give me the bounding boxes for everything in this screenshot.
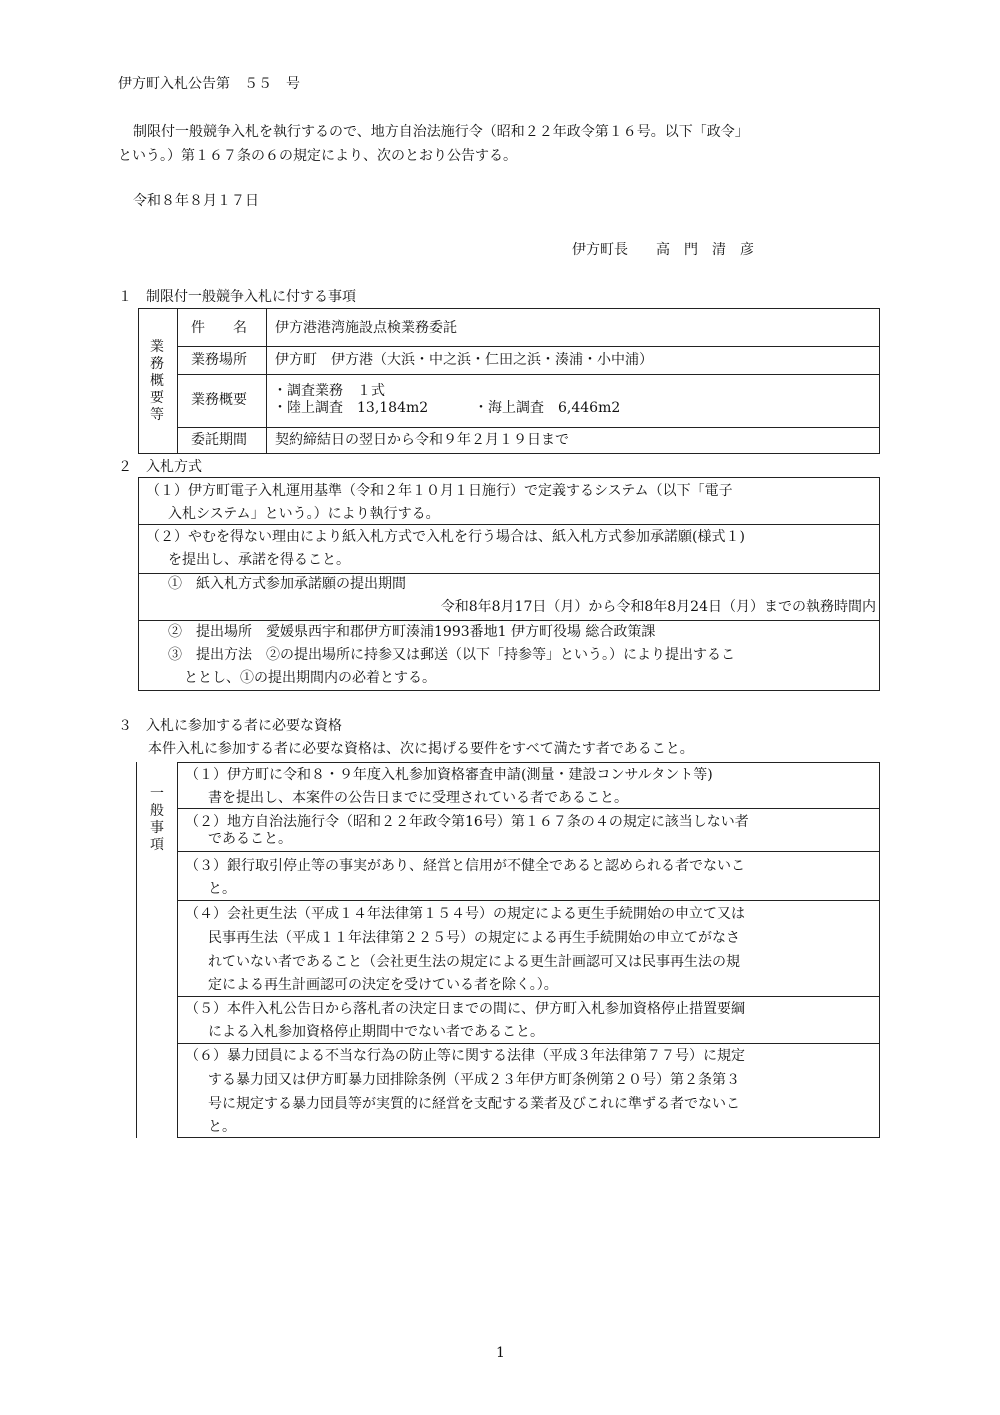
s2-item2-line2: を提出し、承諾を得ること。 [168,552,350,568]
page-number: 1 [496,1345,505,1361]
s3-item6-line3: 号に規定する暴力団員等が実質的に経営を支配する業者及びこれに準ずる者でないこ [208,1096,740,1112]
s3-item6-line1: （６）暴力団員による不当な行為の防止等に関する法律（平成３年法律第７７号）に規定 [185,1048,745,1064]
value-summary-sea: ・海上調査 6,446m2 [474,400,621,416]
section1-title: １ 制限付一般競争入札に付する事項 [118,289,356,305]
intro-line-2: という。）第１６７条の６の規定により、次のとおり公告する。 [118,148,517,164]
label-location: 業務場所 [191,352,247,368]
intro-line-1: 制限付一般競争入札を執行するので、地方自治法施行令（昭和２２年政令第１６号。以下「政令」 [133,124,749,140]
s3-item2-line1: （２）地方自治法施行令（昭和２２年政令第16号）第１６７条の４の規定に該当しない者 [185,814,749,830]
label-summary: 業務概要 [191,392,247,408]
s3-item1-line1: （１）伊方町に令和８・９年度入札参加資格審査申請(測量・建設コンサルタント等) [185,767,713,783]
value-location: 伊方町 伊方港（大浜・中之浜・仁田之浜・湊浦・小中浦） [275,352,653,368]
label-period: 委託期間 [191,432,247,448]
label-title: 件 名 [191,320,247,336]
s3-item2-line2: であること。 [208,831,292,847]
value-summary-line1: ・調査業務 １式 [273,383,385,399]
s3-item4-line2: 民事再生法（平成１１年法律第２２５号）の規定による再生手続開始の申立てがなさ [208,930,740,946]
s3-item1-line2: 書を提出し、本案件の公告日までに受理されている者であること。 [208,790,628,806]
notice-number: 伊方町入札公告第 ５５ 号 [118,76,300,92]
s2-sub3-line2: ととし、①の提出期間内の必着とする。 [184,670,436,686]
s3-item5-line1: （５）本件入札公告日から落札者の決定日までの間に、伊方町入札参加資格停止措置要綱 [185,1001,745,1017]
value-summary-land: ・陸上調査 13,184m2 [273,400,429,416]
section3-title: ３ 入札に参加する者に必要な資格 [118,718,342,734]
value-period: 契約締結日の翌日から令和９年２月１９日まで [275,432,569,448]
issuer-name: 伊方町長 高 門 清 彦 [572,242,754,258]
section3-intro: 本件入札に参加する者に必要な資格は、次に掲げる要件をすべて満たす者であること。 [148,741,694,757]
s2-sub1-period: 令和8年8月17日（月）から令和8年8月24日（月）までの執務時間内 [440,599,876,615]
section2-title: ２ 入札方式 [118,459,202,475]
s2-item1-line2: 入札システム」という。）により執行する。 [168,506,440,522]
s3-item3-line1: （３）銀行取引停止等の事実があり、経営と信用が不健全であると認められる者でないこ [185,858,745,874]
s2-item2-line1: （２）やむを得ない理由により紙入札方式で入札を行う場合は、紙入札方式参加承諾願(様式１) [146,529,745,545]
s3-item4-line4: 定による再生計画認可の決定を受けている者を除く。）。 [208,977,558,993]
s2-item1-line1: （１）伊方町電子入札運用基準（令和２年１０月１日施行）で定義するシステム（以下「電子 [146,483,733,499]
value-title: 伊方港港湾施設点検業務委託 [275,320,457,336]
s2-sub1-title: ① 紙入札方式参加承諾願の提出期間 [168,576,406,592]
s2-sub2: ② 提出場所 愛媛県西宇和郡伊方町湊浦1993番地1 伊方町役場 総合政策課 [168,624,656,640]
s3-item4-line3: れていない者であること（会社更生法の規定による更生計画認可又は民事再生法の規 [208,954,740,970]
s3-item3-line2: と。 [208,881,236,897]
s2-sub3-line1: ③ 提出方法 ②の提出場所に持参又は郵送（以下「持参等」という。）により提出するこ [168,647,735,663]
s3-item6-line4: と。 [208,1119,236,1135]
notice-date: 令和８年８月１７日 [133,193,259,209]
section1-side-label: 業務概要等 [150,339,164,423]
s3-item5-line2: による入札参加資格停止期間中でない者であること。 [208,1024,544,1040]
s3-item4-line1: （４）会社更生法（平成１４年法律第１５４号）の規定による更生手続開始の申立て又は [185,906,745,922]
s3-item6-line2: する暴力団又は伊方町暴力団排除条例（平成２３年伊方町条例第２０号）第２条第３ [208,1072,740,1088]
section3-side-label: 一般事項 [150,786,164,853]
